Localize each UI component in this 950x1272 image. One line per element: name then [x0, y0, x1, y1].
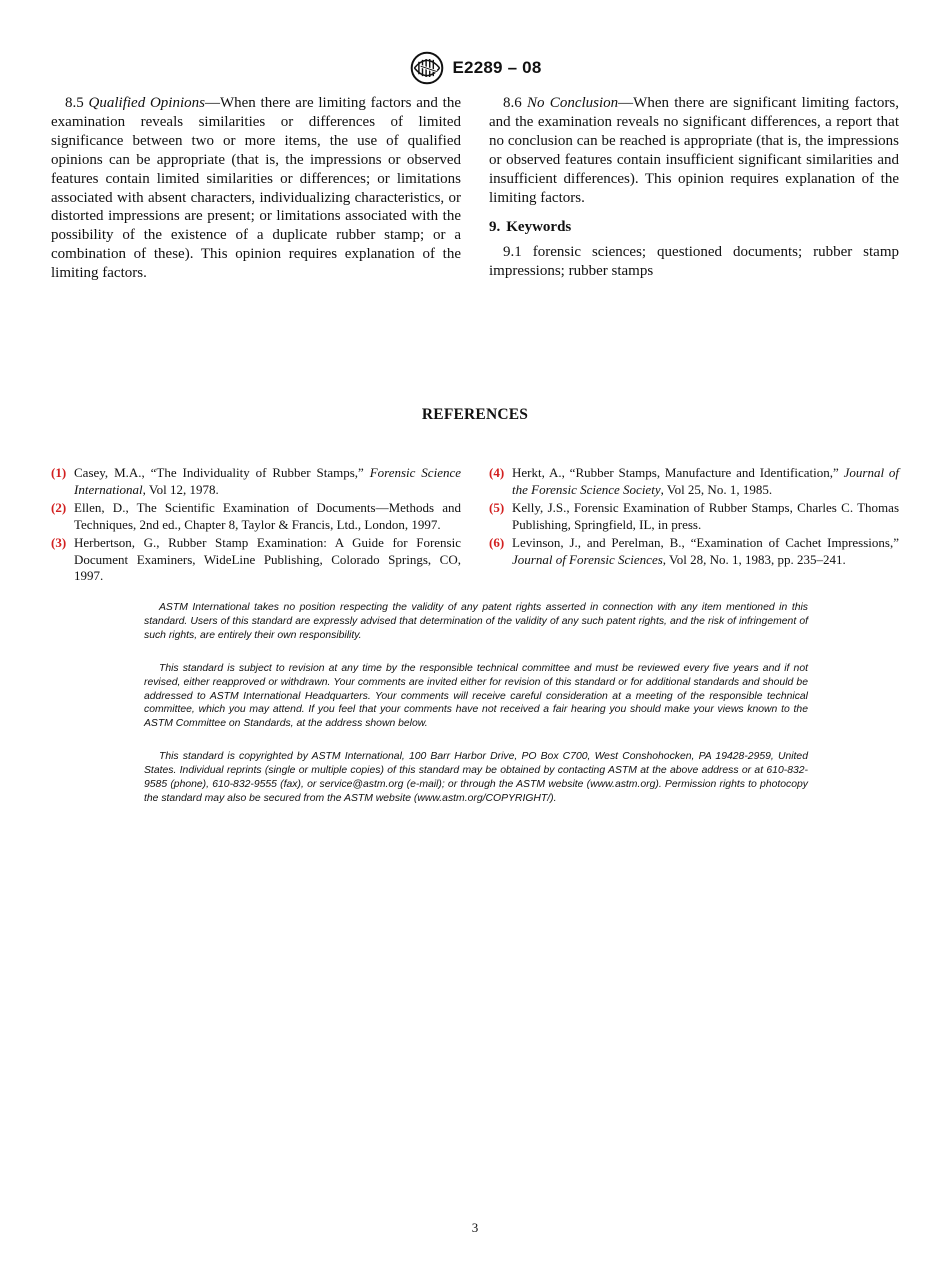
paragraph-number: 9.1 [503, 244, 522, 261]
right-column [489, 94, 899, 281]
left-column [51, 94, 461, 283]
legal-notices [144, 601, 808, 825]
reference-text: Herbertson, G., Rubber Stamp Examination: A Guide for Forensic Document Examiners, WideLine Publishing, Colorado Springs, CO, 1997. [74, 534, 461, 584]
reference-text: Kelly, J.S., Forensic Examination of Rubber Stamps, Charles C. Thomas Publishing, Springfield, IL, in press. [512, 499, 899, 532]
reference-number: (5) [489, 499, 505, 515]
paragraph-number: 8.5 [65, 95, 84, 111]
paragraph-title: No Conclusion [527, 95, 619, 111]
reference-text: Levinson, J., and Perelman, B., “Examination of Cachet Impressions,” Journal of Forensic Sciences, Vol 28, No. 1, 1983, pp. 235–241. [512, 534, 899, 567]
astm-logo-icon [409, 50, 445, 86]
reference-item [489, 465, 899, 499]
paragraph-text: forensic sciences; questioned documents; rubber stamp impressions; rubber stamps [489, 244, 900, 280]
section-title: Keywords [506, 219, 572, 236]
reference-item [51, 535, 461, 586]
paragraph-title: Qualified Opinions [88, 95, 205, 111]
reference-number: (3) [51, 534, 67, 550]
paragraph-text: —When there are significant limiting factors, and the examination reveals no significant differences, a report that no conclusion can be reached is appropriate (that is, the impressions or observed features contain insufficient significant similarities and insufficient differences). This opinion requires explanation of the limiting factors. [489, 95, 900, 206]
reference-number: (1) [51, 465, 67, 480]
section-heading-keywords [489, 218, 899, 237]
reference-number: (4) [489, 465, 505, 480]
revision-notice: This standard is subject to revision at any time by the responsible technical committee and must be reviewed every five years and if not revised, either reapproved or withdrawn. Your comments are invited either for revision of this standard or for additional standards and should be addressed to ASTM International Headquarters. Your comments will receive careful consideration at a meeting of the responsible technical committee, which you may attend. If you feel that your comments have not received a fair hearing you should make your views known to the ASTM Committee on Standards, at the address shown below. [144, 662, 808, 730]
references-right-column [489, 465, 899, 569]
reference-item [489, 535, 899, 569]
reference-item [51, 465, 461, 499]
reference-text: Ellen, D., The Scientific Examination of Documents—Methods and Techniques, 2nd ed., Chapter 8, Taylor & Francis, Ltd., London, 1997. [74, 499, 461, 532]
page-header [0, 50, 950, 86]
reference-number: (2) [51, 499, 67, 515]
references-left-column [51, 465, 461, 586]
section-number: 9. [489, 219, 501, 236]
reference-number: (6) [489, 534, 505, 550]
paragraph-9-1 [489, 243, 899, 281]
paragraph-8-5 [51, 94, 461, 283]
paragraph-text: —When there are limiting factors and the examination reveals similarities or differences of limited significance between two or more items, the use of qualified opinions can be appropriate (that is, the impressions or observed features contain limited similarities or differences; or limitations associated with absent characters, individualizing characteristics, or distorted impressions are present; or limitations associated with the possibility of the existence of a duplicate rubber stamp; or a combination of these). This opinion requires explanation of the limiting factors. [51, 95, 461, 282]
reference-text: Casey, M.A., “The Individuality of Rubber Stamps,” Forensic Science International, Vol 12, 1978. [74, 465, 462, 497]
paragraph-number: 8.6 [503, 95, 522, 111]
copyright-notice: This standard is copyrighted by ASTM International, 100 Barr Harbor Drive, PO Box C700, West Conshohocken, PA 19428-2959, United States. Individual reprints (single or multiple copies) of this standard may be obtained by contacting ASTM at the above address or at 610-832-9585 (phone), 610-832-9555 (fax), or service@astm.org (e-mail); or through the ASTM website (www.astm.org). Permission rights to photocopy the standard may also be secured from the ASTM website (www.astm.org/COPYRIGHT/). [144, 751, 808, 804]
patent-notice: ASTM International takes no position respecting the validity of any patent rights asserted in connection with any item mentioned in this standard. Users of this standard are expressly advised that determination of the validity of any such patent rights, and the risk of infringement of such rights, are entirely their own responsibility. [144, 602, 808, 641]
standard-designation: E2289 – 08 [452, 58, 542, 77]
reference-item [51, 500, 461, 534]
reference-text: Herkt, A., “Rubber Stamps, Manufacture and Identification,” Journal of the Forensic Science Society, Vol 25, No. 1, 1985. [512, 465, 899, 497]
reference-item [489, 500, 899, 534]
references-title: REFERENCES [421, 406, 529, 423]
paragraph-8-6 [489, 94, 899, 207]
page-number: 3 [471, 1220, 479, 1235]
